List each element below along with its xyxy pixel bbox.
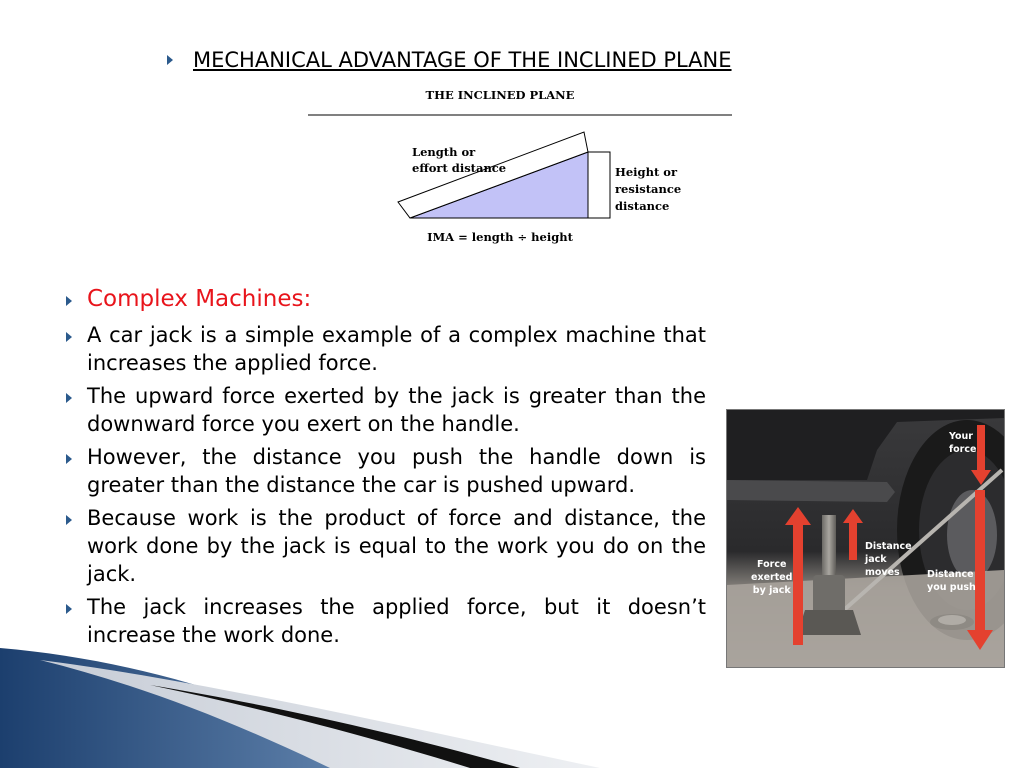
diagram-heading: THE INCLINED PLANE [425, 88, 575, 102]
list-item [66, 382, 706, 438]
height-label-line1: Height or [615, 165, 677, 179]
bullet-arrow-icon [66, 332, 72, 342]
list-item-text: A car jack is a simple example of a complex machine that increases the applied force. [87, 323, 706, 375]
ima-formula: IMA = length ÷ height [427, 230, 573, 244]
slide-title [167, 48, 867, 72]
length-label-line2: effort distance [412, 161, 507, 175]
slide-title-text: MECHANICAL ADVANTAGE OF THE INCLINED PLANE [193, 48, 732, 72]
list-item-text: However, the distance you push the handle down is greater than the distance the car is pushed upward. [87, 445, 706, 497]
car-jack-photo [726, 409, 1005, 668]
list-item-text: The jack increases the applied force, but it doesn’t increase the work done. [87, 595, 706, 647]
decorative-swoosh [0, 640, 1024, 768]
distance-jack-moves-label: Distance jack moves [865, 541, 912, 578]
your-force-label: Your force [949, 431, 977, 455]
height-label-line3: distance [615, 199, 670, 213]
list-item [66, 443, 706, 499]
height-label-line2: resistance [615, 182, 682, 196]
list-item-text: The upward force exerted by the jack is greater than the downward force you exert on the handle. [87, 384, 706, 436]
bullet-arrow-icon [66, 454, 72, 464]
bullet-list [66, 282, 706, 654]
height-indicator [588, 152, 610, 218]
distance-you-push-label: Distance you push [927, 569, 976, 593]
complex-machines-heading: Complex Machines: [87, 286, 312, 312]
bullet-arrow-icon [66, 515, 72, 525]
length-label-line1: Length or [412, 145, 476, 159]
bullet-arrow-icon [66, 296, 72, 306]
inclined-plane-diagram [300, 84, 740, 254]
list-item-text: Because work is the product of force and distance, the work done by the jack is equal to the work you do on the jack. [87, 506, 706, 586]
list-item [66, 321, 706, 377]
bullet-arrow-icon [66, 393, 72, 403]
list-item [66, 282, 706, 316]
bullet-arrow-icon [167, 55, 173, 65]
list-item [66, 504, 706, 588]
bullet-arrow-icon [66, 604, 72, 614]
force-exerted-label: Force exerted by jack [751, 559, 793, 596]
